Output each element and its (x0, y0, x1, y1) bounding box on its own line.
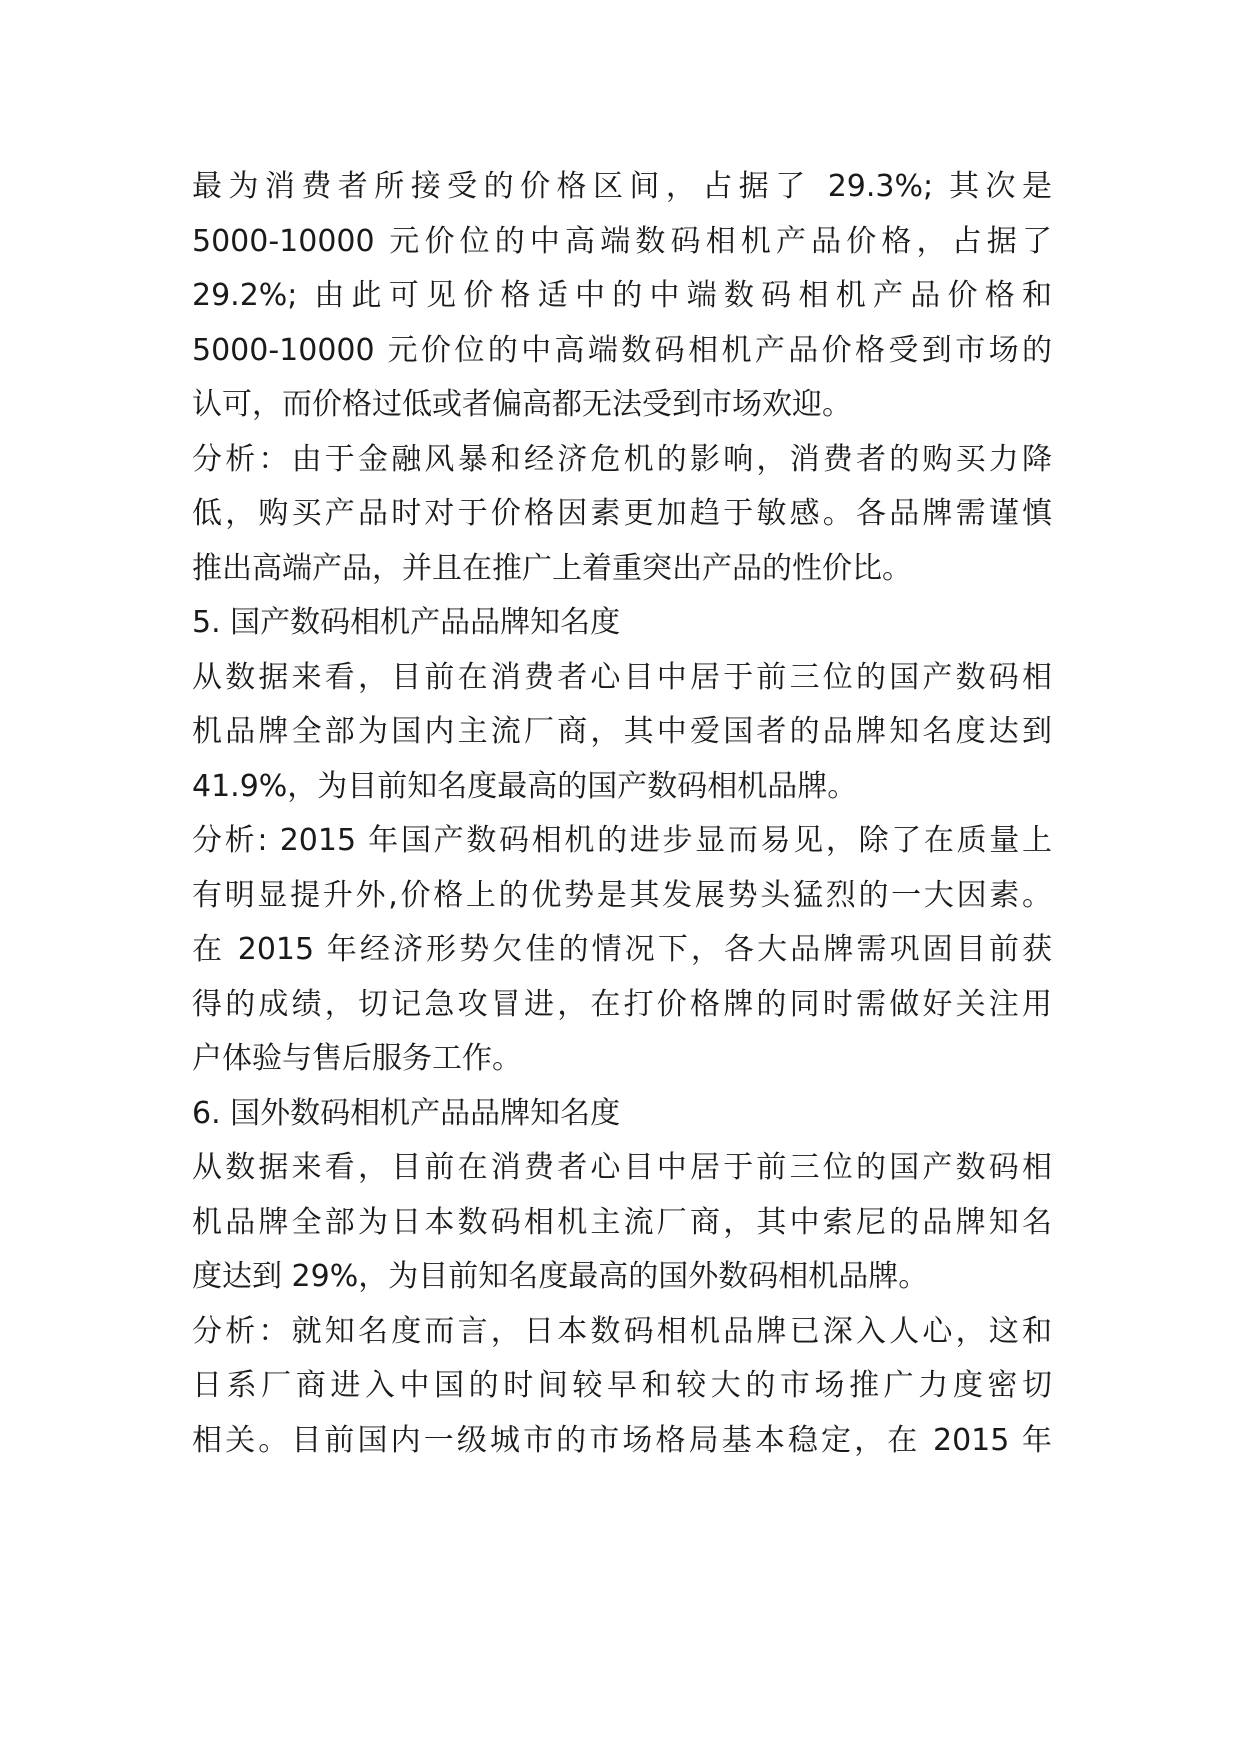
text-line: 分析：就知名度而言，日本数码相机品牌已深入人心，这和 (192, 1313, 1052, 1349)
text-line: 29.2%; 由此可见价格适中的中端数码相机产品价格和 (192, 278, 1052, 313)
text-line: 从数据来看，目前在消费者心目中居于前三位的国产数码相 (192, 659, 1052, 695)
text-line: 5000-10000 元价位的中高端数码相机产品价格受到市场的 (192, 332, 1052, 368)
text-line: 机品牌全部为国内主流厂商，其中爱国者的品牌知名度达到 (192, 714, 1052, 749)
text-line: 从数据来看，目前在消费者心目中居于前三位的国产数码相 (192, 1150, 1052, 1185)
text-line: 最为消费者所接受的价格区间，占据了 29.3%; 其次是 (192, 169, 1052, 204)
text-line: 户体验与售后服务工作。 (192, 1041, 522, 1076)
text-line: 低，购买产品时对于价格因素更加趋于敏感。各品牌需谨慎 (192, 496, 1052, 531)
text-line: 分析: 2015 年国产数码相机的进步显而易见，除了在质量上 (192, 823, 1052, 858)
text-line: 5000-10000 元价位的中高端数码相机产品价格，占据了 (192, 223, 1052, 259)
text-line: 在 2015 年经济形势欠佳的情况下，各大品牌需巩固目前获 (192, 932, 1052, 967)
text-line: 度达到 29%，为目前知名度最高的国外数码相机品牌。 (192, 1259, 929, 1294)
document-page (192, 160, 1052, 1468)
text-line: 相关。目前国内一级城市的市场格局基本稳定，在 2015 年 (192, 1422, 1052, 1458)
text-line: 认可，而价格过低或者偏高都无法受到市场欢迎。 (192, 387, 852, 422)
text-line: 机品牌全部为日本数码相机主流厂商，其中索尼的品牌知名 (192, 1204, 1052, 1240)
text-line: 41.9%，为目前知名度最高的国产数码相机品牌。 (192, 768, 858, 804)
text-line: 推出高端产品，并且在推广上着重突出产品的性价比。 (192, 550, 912, 586)
text-line: 日系厂商进入中国的时间较早和较大的市场推广力度密切 (192, 1368, 1052, 1403)
section-heading: 6. 国外数码相机产品品牌知名度 (192, 1095, 621, 1131)
text-line: 有明显提升外,价格上的优势是其发展势头猛烈的一大因素。 (192, 877, 1052, 913)
section-heading: 5. 国产数码相机产品品牌知名度 (192, 605, 621, 640)
text-line: 分析：由于金融风暴和经济危机的影响，消费者的购买力降 (192, 441, 1052, 477)
text-line: 得的成绩，切记急攻冒进，在打价格牌的同时需做好关注用 (192, 986, 1052, 1022)
